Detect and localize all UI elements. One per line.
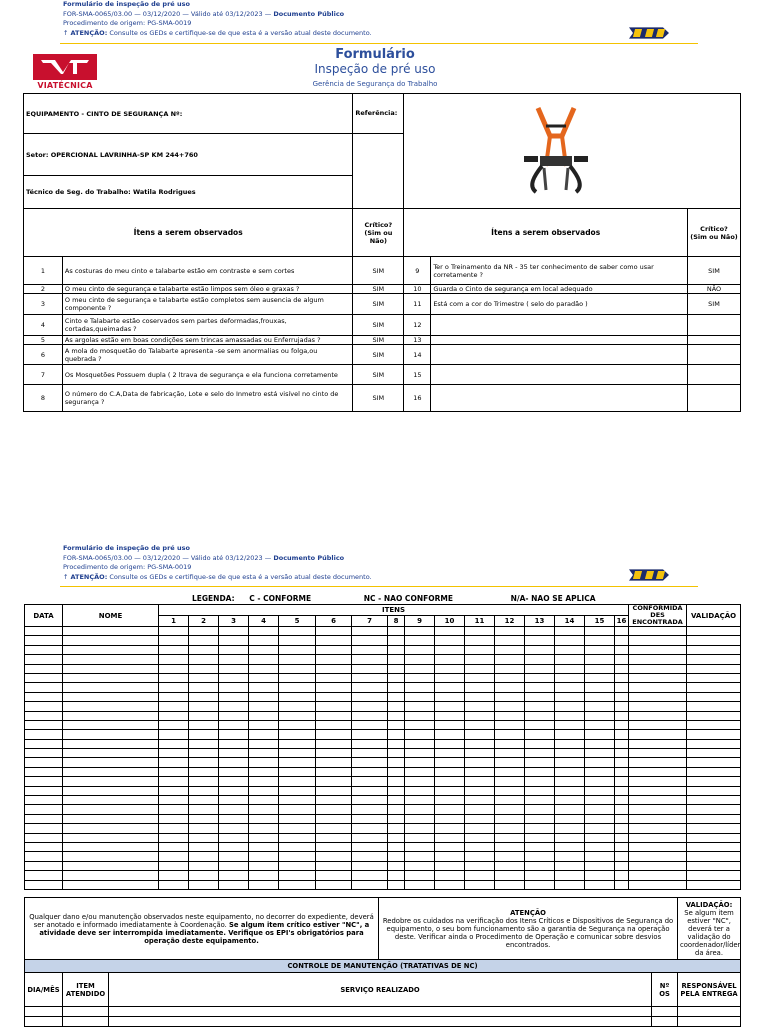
grid-item-number: 13: [525, 616, 555, 627]
legend: [192, 594, 632, 603]
validation-title: VALIDAÇÃO:: [685, 900, 733, 909]
maintenance-col-date: DIA/MÊS: [25, 973, 63, 1007]
maintenance-col-item: ITEM ATENDIDO: [63, 973, 109, 1007]
checklist-row: 2 O meu cinto de segurança e talabarte estão limpos sem óleo e graxas ? SIM 10 Guarda o Cinto de segurança em local adequado NÃO: [24, 285, 741, 294]
document-title: Formulário de inspeção de pré uso: [63, 544, 190, 552]
legend-nao-conforme: NC - NAO CONFORME: [363, 594, 453, 603]
grid-row: [25, 730, 741, 739]
grid-item-number: 3: [219, 616, 249, 627]
notes-left-text: Qualquer dano e/ou manutenção observados neste equipamento, no decorrer do expediente, deverá ser anotado e informado imediatamente à Coordenação.: [29, 912, 374, 929]
header-divider: [60, 586, 698, 587]
grid-row: [25, 814, 741, 823]
inspection-record-grid: [24, 604, 741, 890]
checklist-row: 8 O número do C.A,Data de fabricação, Lote e selo do Inmetro está visível no cinto de segurança ? SIM 16: [24, 385, 741, 412]
document-title: Formulário de inspeção de pré uso: [63, 0, 190, 8]
origin-procedure: Procedimento de origem: PG-SMA-0019: [63, 563, 192, 571]
checklist-row: 7 Os Mosquetões Possuem dupla ( 2 ltrava de segurança e ela funciona corretamente SIM 15: [24, 365, 741, 385]
checklist-row: 3 O meu cinto de segurança e talabarte estão completos sem ausencia de algum componente ? SIM 11 Está com a cor do Trimestre ( selo do paradão ) SIM: [24, 294, 741, 315]
notes-left-warning: Se algum item crítico estiver "NC", a atividade deve ser interrompida imediatamente. Verifique os EPI's obrigatórios para operação deste equipamento.: [39, 920, 370, 945]
form-title: Formulário: [335, 47, 415, 62]
legend-nao-aplica: N/A- NAO SE APLICA: [510, 594, 596, 603]
grid-col-date: DATA: [25, 605, 63, 627]
attention-line: ↑ ATENÇÃO: Consulte os GEDs e certifique-se de que esta é a versão atual deste documento.: [63, 28, 372, 37]
grid-row: [25, 805, 741, 814]
items-header-right: Ítens a serem observados: [404, 209, 688, 257]
grid-item-number: 9: [405, 616, 435, 627]
maintenance-col-os: Nº OS: [652, 973, 678, 1007]
grid-item-number: 6: [316, 616, 352, 627]
grid-item-number: 5: [279, 616, 316, 627]
grid-row: [25, 702, 741, 711]
equipment-label: EQUIPAMENTO - CINTO DE SEGURANÇA Nº:: [24, 94, 353, 134]
notes-attention: [379, 898, 678, 960]
critical-header-right: Crítico? (Sim ou Não): [688, 209, 741, 257]
grid-item-number: 2: [189, 616, 219, 627]
grid-row: [25, 852, 741, 861]
grid-row: [25, 627, 741, 636]
grid-row: [25, 786, 741, 795]
grid-row: [25, 871, 741, 880]
arrow-up-icon: ↑: [63, 572, 69, 581]
form-subtitle: Inspeção de pré uso: [314, 62, 436, 76]
grid-row: [25, 692, 741, 701]
grid-col-validation: VALIDAÇÃO: [687, 605, 741, 627]
attention-title: ATENÇÃO: [510, 908, 546, 917]
form-department: Gerência de Segurança do Trabalho: [312, 80, 438, 88]
grid-row: [25, 824, 741, 833]
notes-maintenance-table: [24, 897, 741, 1027]
viatecnica-logo-icon: [33, 54, 97, 80]
maintenance-row: [25, 1017, 741, 1027]
viatecnica-logo: [33, 54, 97, 90]
grid-item-number: 11: [465, 616, 495, 627]
harness-image-cell: [404, 94, 741, 209]
items-header-left: Ítens a serem observados: [24, 209, 353, 257]
inspection-checklist-table: [23, 93, 741, 412]
sector-label: Setor: OPERCIONAL LAVRINHA-SP KM 244+760: [24, 134, 353, 176]
grid-item-number: 15: [585, 616, 615, 627]
grid-item-number: 12: [495, 616, 525, 627]
maintenance-col-responsible: RESPONSÁVEL PELA ENTREGA: [678, 973, 741, 1007]
attention-line: ↑ ATENÇÃO: Consulte os GEDs e certifique-se de que esta é a versão atual deste documento.: [63, 572, 372, 581]
checklist-row: 4 Cinto e Talabarte estão coservados sem partes deformadas,frouxas, cortadas,queimadas ? SIM 12: [24, 315, 741, 336]
grid-col-nonconform: CONFORMIDA DES ENCONTRADA: [629, 605, 687, 627]
grid-item-number: 16: [615, 616, 629, 627]
document-code: FOR-SMA-0065/03.00 — 03/12/2020 — Válido até 03/12/2023 — Documento Público: [63, 9, 345, 18]
maintenance-row: [25, 1007, 741, 1017]
notes-left: [25, 898, 379, 960]
safety-harness-image: [516, 106, 738, 196]
header-divider: [60, 43, 698, 44]
grid-row: [25, 833, 741, 842]
attention-text: Redobre os cuidados na verificação dos Itens Críticos e Dispositivos de Segurança do equipamento, o seu bom funcionamento são a garantia de Segurança na operação deste. Verificar ainda o Procedimento de Operação e comunicar sobre desvios encontrados.: [382, 916, 674, 949]
grid-row: [25, 645, 741, 654]
grid-item-number: 1: [159, 616, 189, 627]
grid-row: [25, 664, 741, 673]
grid-row: [25, 767, 741, 776]
grid-col-items: ITENS: [159, 605, 629, 616]
reference-label: Referência:: [353, 94, 404, 134]
grid-row: [25, 711, 741, 720]
notes-validation: [678, 898, 741, 960]
document-header: [63, 0, 372, 38]
grid-row: [25, 758, 741, 767]
legend-label: LEGENDA:: [192, 594, 235, 603]
grid-item-number: 10: [435, 616, 465, 627]
document-code: FOR-SMA-0065/03.00 — 03/12/2020 — Válido até 03/12/2023 — Documento Público: [63, 553, 345, 562]
checklist-row: 6 A mola do mosquetão do Talabarte apresenta -se sem anormalias ou folga,ou quebrada ? SIM 14: [24, 345, 741, 365]
legend-conforme: C - CONFORME: [249, 594, 312, 603]
technician-label: Técnico de Seg. do Trabalho: Watila Rodrigues: [24, 176, 353, 209]
grid-row: [25, 861, 741, 870]
grid-row: [25, 749, 741, 758]
grid-item-number: 4: [249, 616, 279, 627]
grid-col-name: NOME: [63, 605, 159, 627]
grid-item-number: 14: [555, 616, 585, 627]
grid-row: [25, 683, 741, 692]
mrs-logo-icon: [629, 25, 669, 41]
arrow-up-icon: ↑: [63, 28, 69, 37]
checklist-row: 5 As argolas estão em boas condições sem trincas amassadas ou Enferrujadas ? SIM 13: [24, 336, 741, 345]
grid-row: [25, 655, 741, 664]
grid-row: [25, 796, 741, 805]
grid-row: [25, 673, 741, 682]
origin-procedure: Procedimento de origem: PG-SMA-0019: [63, 19, 192, 27]
grid-row: [25, 880, 741, 889]
grid-row: [25, 842, 741, 851]
critical-header-left: Crítico? (Sim ou Não): [353, 209, 404, 257]
document-header-2: [63, 544, 372, 582]
grid-item-number: 7: [352, 616, 388, 627]
grid-item-number: 8: [388, 616, 405, 627]
mrs-logo-icon: [629, 567, 669, 583]
grid-row: [25, 777, 741, 786]
checklist-row: 1 As costuras do meu cinto e talabarte estão em contraste e sem cortes SIM 9 Ter o Treinamento da NR - 35 ter conhecimento de saber como usar corretamente ? SIM: [24, 257, 741, 285]
grid-row: [25, 739, 741, 748]
grid-row: [25, 720, 741, 729]
grid-row: [25, 636, 741, 645]
company-name: VIATÉCNICA: [37, 81, 93, 90]
validation-text: Se algum item estiver "NC", deverá ter a validação do coordenador/líder da área.: [680, 908, 741, 957]
maintenance-col-service: SERVIÇO REALIZADO: [109, 973, 652, 1007]
maintenance-title: CONTROLE DE MANUTENÇÃO (TRATATIVAS DE NC): [25, 960, 741, 973]
